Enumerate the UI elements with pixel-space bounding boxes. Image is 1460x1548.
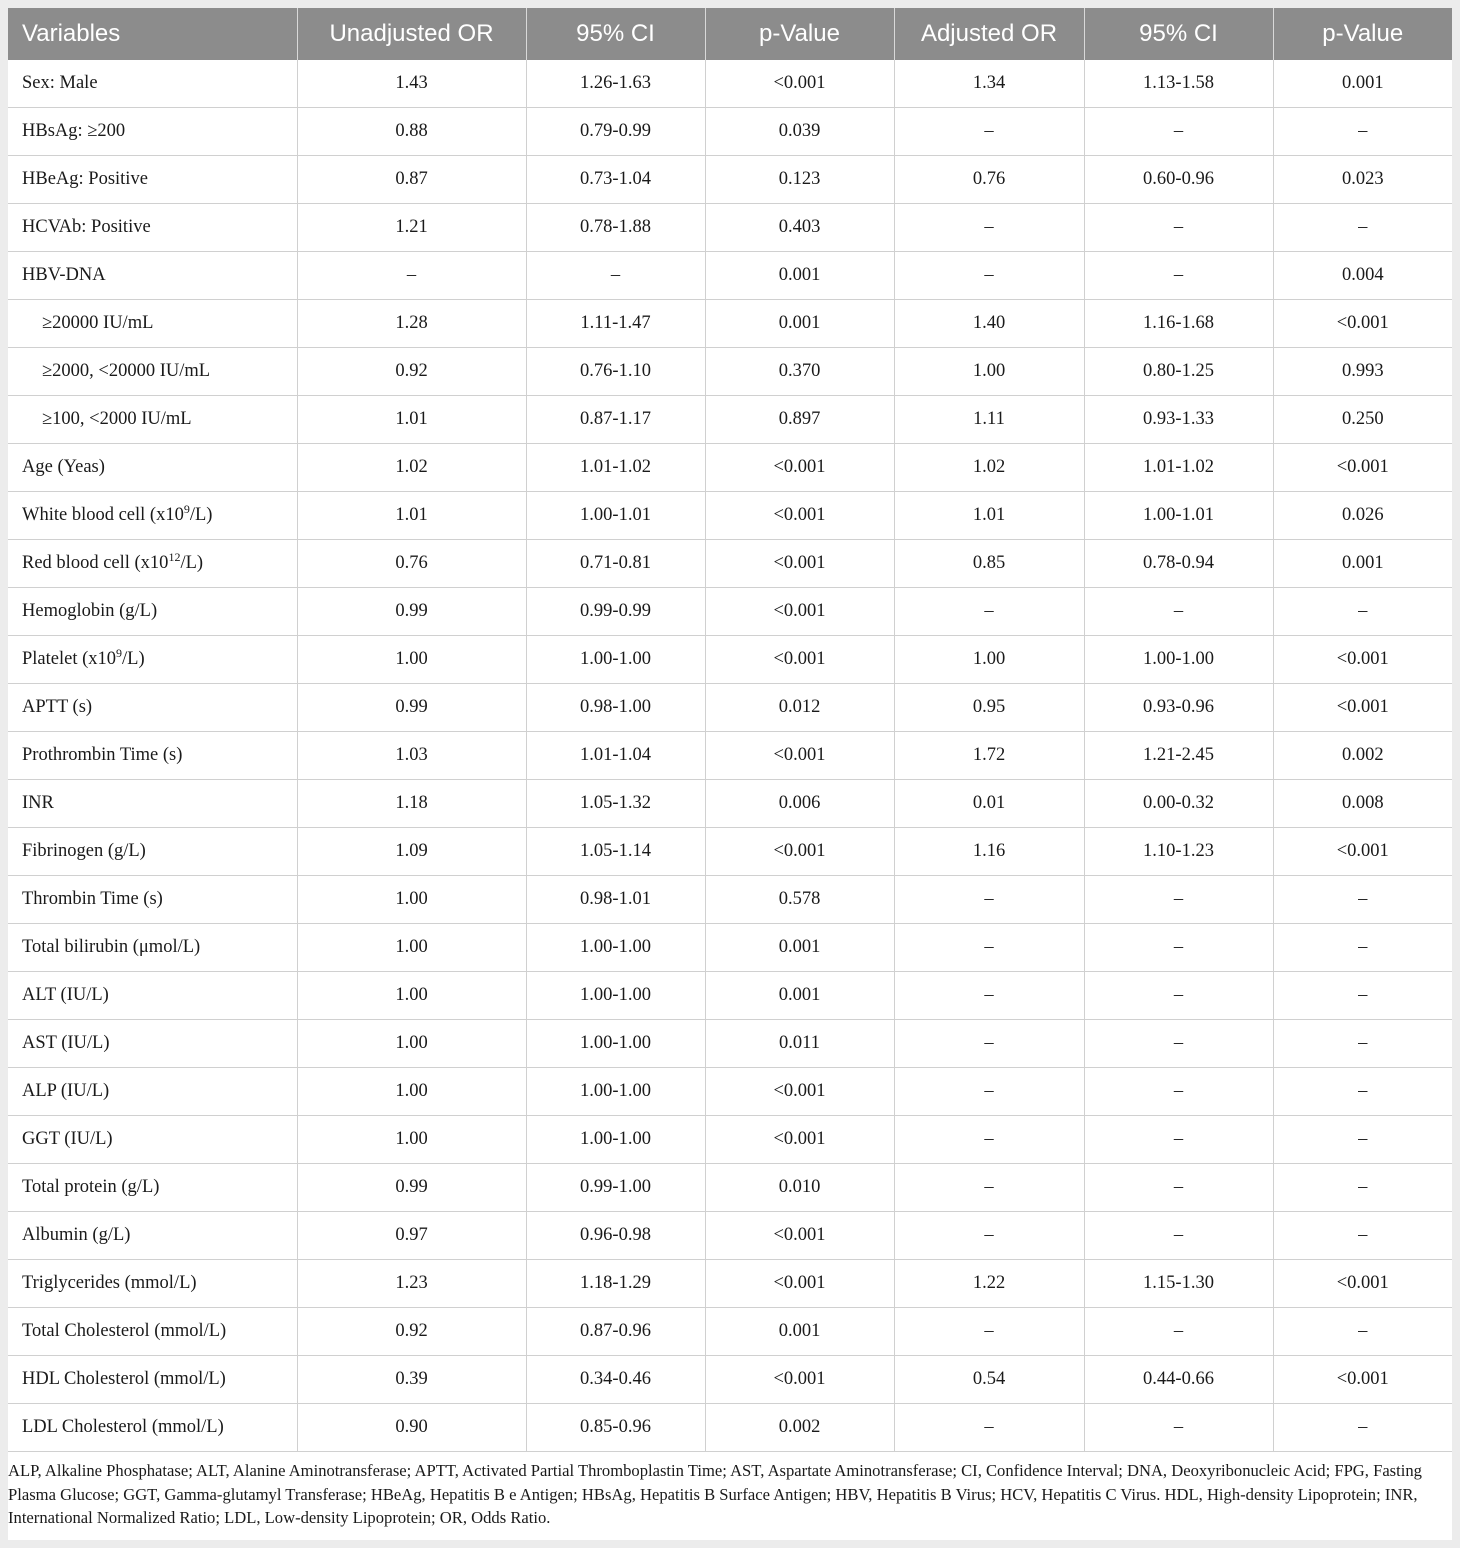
unadjusted-ci-cell: 0.76-1.10: [526, 348, 705, 396]
unadjusted-or-cell: 1.00: [297, 972, 526, 1020]
adjusted-p-cell: 0.008: [1273, 780, 1452, 828]
unadjusted-ci-cell: 0.98-1.00: [526, 684, 705, 732]
row-label-text: ≥100, <2000 IU/mL: [42, 409, 192, 429]
unadjusted-or-cell: 0.39: [297, 1356, 526, 1404]
table-row: [8, 156, 1452, 204]
table-row: [8, 1308, 1452, 1356]
table-row: [8, 348, 1452, 396]
unadjusted-or-cell: 1.00: [297, 636, 526, 684]
adjusted-p-cell: <0.001: [1273, 636, 1452, 684]
adjusted-p-cell: <0.001: [1273, 828, 1452, 876]
header-adjusted-p: p-Value: [1273, 8, 1452, 60]
row-label-text: ALP (IU/L): [22, 1081, 110, 1101]
row-label-text: HCVAb: Positive: [22, 217, 151, 237]
adjusted-or-cell: 1.72: [894, 732, 1084, 780]
row-label-unit: /L): [189, 505, 213, 525]
adjusted-ci-cell: –: [1084, 1020, 1273, 1068]
table-row: [8, 60, 1452, 108]
table-sheet: [8, 8, 1452, 1540]
row-label-text: GGT (IU/L): [22, 1129, 113, 1149]
adjusted-p-cell: 0.023: [1273, 156, 1452, 204]
unadjusted-ci-cell: 0.87-0.96: [526, 1308, 705, 1356]
adjusted-or-cell: 1.02: [894, 444, 1084, 492]
table-row: [8, 972, 1452, 1020]
table-row: [8, 684, 1452, 732]
adjusted-or-cell: 1.00: [894, 636, 1084, 684]
adjusted-or-cell: 0.54: [894, 1356, 1084, 1404]
unadjusted-or-cell: –: [297, 252, 526, 300]
adjusted-ci-cell: –: [1084, 1116, 1273, 1164]
adjusted-p-cell: –: [1273, 588, 1452, 636]
unadjusted-p-cell: 0.001: [705, 924, 894, 972]
row-label-text: Triglycerides (mmol/L): [22, 1273, 197, 1293]
adjusted-p-cell: –: [1273, 1116, 1452, 1164]
unadjusted-ci-cell: –: [526, 252, 705, 300]
row-label-text: ALT (IU/L): [22, 985, 109, 1005]
unadjusted-or-cell: 1.00: [297, 924, 526, 972]
row-label: [8, 924, 297, 972]
unadjusted-ci-cell: 1.00-1.00: [526, 1020, 705, 1068]
adjusted-p-cell: <0.001: [1273, 684, 1452, 732]
odds-ratio-table: [8, 8, 1452, 1452]
adjusted-p-cell: 0.250: [1273, 396, 1452, 444]
adjusted-ci-cell: –: [1084, 1212, 1273, 1260]
unadjusted-or-cell: 1.18: [297, 780, 526, 828]
table-row: [8, 1356, 1452, 1404]
adjusted-p-cell: 0.001: [1273, 60, 1452, 108]
unadjusted-or-cell: 0.99: [297, 588, 526, 636]
adjusted-ci-cell: 1.15-1.30: [1084, 1260, 1273, 1308]
header-unadjusted-ci: 95% CI: [526, 8, 705, 60]
adjusted-or-cell: –: [894, 1164, 1084, 1212]
adjusted-or-cell: –: [894, 252, 1084, 300]
unadjusted-p-cell: 0.001: [705, 300, 894, 348]
table-row: [8, 1020, 1452, 1068]
unadjusted-or-cell: 1.23: [297, 1260, 526, 1308]
adjusted-ci-cell: 1.21-2.45: [1084, 732, 1273, 780]
adjusted-p-cell: –: [1273, 1020, 1452, 1068]
unadjusted-ci-cell: 0.73-1.04: [526, 156, 705, 204]
unadjusted-p-cell: <0.001: [705, 1116, 894, 1164]
unadjusted-ci-cell: 1.18-1.29: [526, 1260, 705, 1308]
unadjusted-p-cell: <0.001: [705, 540, 894, 588]
row-label-text: INR: [22, 793, 54, 813]
adjusted-p-cell: –: [1273, 924, 1452, 972]
unadjusted-ci-cell: 0.78-1.88: [526, 204, 705, 252]
row-label: [8, 540, 297, 588]
unadjusted-or-cell: 0.97: [297, 1212, 526, 1260]
row-label-text: Total protein (g/L): [22, 1177, 160, 1197]
adjusted-or-cell: 1.16: [894, 828, 1084, 876]
unadjusted-p-cell: <0.001: [705, 1212, 894, 1260]
unadjusted-p-cell: 0.002: [705, 1404, 894, 1452]
unadjusted-or-cell: 1.00: [297, 1116, 526, 1164]
row-label: [8, 636, 297, 684]
adjusted-ci-cell: 0.78-0.94: [1084, 540, 1273, 588]
unadjusted-p-cell: 0.897: [705, 396, 894, 444]
row-label: [8, 348, 297, 396]
unadjusted-or-cell: 1.21: [297, 204, 526, 252]
row-label: [8, 108, 297, 156]
row-label-text: AST (IU/L): [22, 1033, 110, 1053]
adjusted-p-cell: –: [1273, 1068, 1452, 1116]
table-row: [8, 828, 1452, 876]
unadjusted-or-cell: 1.01: [297, 396, 526, 444]
row-label: [8, 60, 297, 108]
unadjusted-p-cell: <0.001: [705, 828, 894, 876]
unadjusted-or-cell: 0.87: [297, 156, 526, 204]
row-label-text: Total Cholesterol (mmol/L): [22, 1321, 227, 1341]
unadjusted-p-cell: 0.012: [705, 684, 894, 732]
unadjusted-p-cell: 0.370: [705, 348, 894, 396]
unadjusted-ci-cell: 0.99-1.00: [526, 1164, 705, 1212]
unadjusted-or-cell: 1.43: [297, 60, 526, 108]
row-label: [8, 1020, 297, 1068]
header-unadjusted-or: Unadjusted OR: [297, 8, 526, 60]
adjusted-p-cell: <0.001: [1273, 300, 1452, 348]
unadjusted-ci-cell: 1.00-1.01: [526, 492, 705, 540]
unadjusted-ci-cell: 1.00-1.00: [526, 972, 705, 1020]
unadjusted-ci-cell: 0.96-0.98: [526, 1212, 705, 1260]
row-label-text: Platelet (x10: [22, 649, 117, 669]
adjusted-p-cell: –: [1273, 1404, 1452, 1452]
unadjusted-or-cell: 0.92: [297, 348, 526, 396]
table-footnote: ALP, Alkaline Phosphatase; ALT, Alanine Aminotransferase; APTT, Activated Partial Thromboplastin Time; AST, Aspartate Aminotransferase; CI, Confidence Interval; DNA, Deoxyribonucleic Acid; FPG, Fasting Plasma Glucose; GGT, Gamma-glutamyl Transferase; HBeAg, Hepatitis B e Antigen; HBsAg, Hepatitis B Surface Antigen; HBV, Hepatitis B Virus; HCV, Hepatitis C Virus. HDL, High-density Lipoprotein; INR, International Normalized Ratio; LDL, Low-density Lipoprotein; OR, Odds Ratio.: [8, 1461, 1422, 1527]
unadjusted-or-cell: 0.90: [297, 1404, 526, 1452]
adjusted-ci-cell: –: [1084, 108, 1273, 156]
adjusted-or-cell: –: [894, 108, 1084, 156]
row-label-exponent: 9: [183, 501, 190, 516]
adjusted-or-cell: –: [894, 924, 1084, 972]
table-row: [8, 1164, 1452, 1212]
unadjusted-p-cell: 0.123: [705, 156, 894, 204]
row-label-text: Thrombin Time (s): [22, 889, 163, 909]
unadjusted-p-cell: 0.006: [705, 780, 894, 828]
unadjusted-or-cell: 0.99: [297, 684, 526, 732]
adjusted-or-cell: –: [894, 1068, 1084, 1116]
adjusted-p-cell: –: [1273, 1308, 1452, 1356]
unadjusted-p-cell: 0.010: [705, 1164, 894, 1212]
row-label: [8, 1212, 297, 1260]
table-row: [8, 636, 1452, 684]
table-row: [8, 1212, 1452, 1260]
header-unadjusted-p: p-Value: [705, 8, 894, 60]
row-label-unit: /L): [180, 553, 204, 573]
row-label-text: HDL Cholesterol (mmol/L): [22, 1369, 226, 1389]
row-label-text: ≥20000 IU/mL: [42, 313, 154, 333]
adjusted-ci-cell: 1.01-1.02: [1084, 444, 1273, 492]
adjusted-p-cell: –: [1273, 876, 1452, 924]
unadjusted-p-cell: <0.001: [705, 588, 894, 636]
row-label: [8, 492, 297, 540]
adjusted-or-cell: 0.76: [894, 156, 1084, 204]
table-row: [8, 924, 1452, 972]
adjusted-ci-cell: –: [1084, 1308, 1273, 1356]
table-row: [8, 780, 1452, 828]
unadjusted-ci-cell: 0.79-0.99: [526, 108, 705, 156]
unadjusted-or-cell: 1.09: [297, 828, 526, 876]
row-label-text: White blood cell (x10: [22, 505, 184, 525]
row-label: [8, 300, 297, 348]
unadjusted-ci-cell: 0.34-0.46: [526, 1356, 705, 1404]
unadjusted-or-cell: 0.92: [297, 1308, 526, 1356]
adjusted-ci-cell: –: [1084, 252, 1273, 300]
row-label-exponent: 12: [168, 549, 181, 564]
adjusted-ci-cell: 0.60-0.96: [1084, 156, 1273, 204]
adjusted-or-cell: 1.40: [894, 300, 1084, 348]
unadjusted-p-cell: 0.001: [705, 1308, 894, 1356]
unadjusted-or-cell: 1.00: [297, 1068, 526, 1116]
row-label: [8, 732, 297, 780]
adjusted-ci-cell: 1.00-1.01: [1084, 492, 1273, 540]
row-label: [8, 876, 297, 924]
unadjusted-or-cell: 0.76: [297, 540, 526, 588]
unadjusted-ci-cell: 1.05-1.32: [526, 780, 705, 828]
table-row: [8, 540, 1452, 588]
unadjusted-p-cell: 0.403: [705, 204, 894, 252]
adjusted-or-cell: –: [894, 1308, 1084, 1356]
adjusted-ci-cell: –: [1084, 1068, 1273, 1116]
row-label: [8, 780, 297, 828]
adjusted-ci-cell: –: [1084, 876, 1273, 924]
adjusted-p-cell: –: [1273, 1164, 1452, 1212]
unadjusted-p-cell: 0.011: [705, 1020, 894, 1068]
adjusted-ci-cell: 1.10-1.23: [1084, 828, 1273, 876]
unadjusted-ci-cell: 1.00-1.00: [526, 924, 705, 972]
header-variables: Variables: [8, 8, 297, 60]
table-body: [8, 60, 1452, 1452]
unadjusted-ci-cell: 0.71-0.81: [526, 540, 705, 588]
row-label-text: Total bilirubin (μmol/L): [22, 937, 201, 957]
header-row: [8, 8, 1452, 60]
row-label-text: Age (Yeas): [22, 457, 105, 477]
adjusted-or-cell: 0.95: [894, 684, 1084, 732]
adjusted-ci-cell: –: [1084, 1404, 1273, 1452]
adjusted-p-cell: –: [1273, 108, 1452, 156]
adjusted-ci-cell: 0.44-0.66: [1084, 1356, 1273, 1404]
adjusted-ci-cell: 1.13-1.58: [1084, 60, 1273, 108]
table-row: [8, 492, 1452, 540]
adjusted-ci-cell: 0.80-1.25: [1084, 348, 1273, 396]
row-label: [8, 204, 297, 252]
row-label-text: HBeAg: Positive: [22, 169, 148, 189]
adjusted-p-cell: 0.026: [1273, 492, 1452, 540]
unadjusted-ci-cell: 1.01-1.02: [526, 444, 705, 492]
unadjusted-p-cell: <0.001: [705, 1356, 894, 1404]
adjusted-or-cell: 0.01: [894, 780, 1084, 828]
adjusted-ci-cell: 1.00-1.00: [1084, 636, 1273, 684]
adjusted-or-cell: –: [894, 588, 1084, 636]
table-row: [8, 300, 1452, 348]
table-row: [8, 1404, 1452, 1452]
row-label-exponent: 9: [116, 645, 123, 660]
table-row: [8, 588, 1452, 636]
row-label: [8, 588, 297, 636]
table-row: [8, 732, 1452, 780]
table-row: [8, 876, 1452, 924]
adjusted-or-cell: –: [894, 1404, 1084, 1452]
adjusted-p-cell: <0.001: [1273, 444, 1452, 492]
unadjusted-p-cell: <0.001: [705, 444, 894, 492]
unadjusted-or-cell: 1.28: [297, 300, 526, 348]
header-adjusted-or: Adjusted OR: [894, 8, 1084, 60]
adjusted-or-cell: 1.22: [894, 1260, 1084, 1308]
adjusted-or-cell: 1.00: [894, 348, 1084, 396]
table-row: [8, 1116, 1452, 1164]
row-label: [8, 1068, 297, 1116]
row-label: [8, 396, 297, 444]
row-label: [8, 444, 297, 492]
unadjusted-p-cell: 0.001: [705, 972, 894, 1020]
unadjusted-p-cell: 0.578: [705, 876, 894, 924]
unadjusted-ci-cell: 1.01-1.04: [526, 732, 705, 780]
table-row: [8, 1260, 1452, 1308]
unadjusted-ci-cell: 1.05-1.14: [526, 828, 705, 876]
unadjusted-or-cell: 1.00: [297, 876, 526, 924]
unadjusted-p-cell: <0.001: [705, 1260, 894, 1308]
unadjusted-or-cell: 1.02: [297, 444, 526, 492]
adjusted-p-cell: <0.001: [1273, 1260, 1452, 1308]
row-label-text: HBsAg: ≥200: [22, 121, 126, 141]
unadjusted-p-cell: <0.001: [705, 60, 894, 108]
row-label: [8, 684, 297, 732]
row-label-text: Albumin (g/L): [22, 1225, 131, 1245]
table-row: [8, 444, 1452, 492]
unadjusted-ci-cell: 0.87-1.17: [526, 396, 705, 444]
adjusted-or-cell: –: [894, 1212, 1084, 1260]
unadjusted-or-cell: 1.00: [297, 1020, 526, 1068]
adjusted-ci-cell: 0.93-0.96: [1084, 684, 1273, 732]
row-label: [8, 1116, 297, 1164]
adjusted-ci-cell: 1.16-1.68: [1084, 300, 1273, 348]
adjusted-p-cell: <0.001: [1273, 1356, 1452, 1404]
unadjusted-p-cell: <0.001: [705, 636, 894, 684]
table-row: [8, 108, 1452, 156]
row-label: [8, 1164, 297, 1212]
unadjusted-ci-cell: 1.11-1.47: [526, 300, 705, 348]
adjusted-ci-cell: –: [1084, 588, 1273, 636]
row-label-text: LDL Cholesterol (mmol/L): [22, 1417, 224, 1437]
adjusted-or-cell: –: [894, 876, 1084, 924]
row-label-text: APTT (s): [22, 697, 93, 717]
row-label-text: Fibrinogen (g/L): [22, 841, 146, 861]
adjusted-or-cell: 1.11: [894, 396, 1084, 444]
adjusted-ci-cell: –: [1084, 972, 1273, 1020]
header-adjusted-ci: 95% CI: [1084, 8, 1273, 60]
table-row: [8, 204, 1452, 252]
row-label-text: HBV-DNA: [22, 265, 106, 285]
adjusted-p-cell: 0.993: [1273, 348, 1452, 396]
unadjusted-p-cell: <0.001: [705, 732, 894, 780]
unadjusted-or-cell: 0.88: [297, 108, 526, 156]
adjusted-ci-cell: –: [1084, 204, 1273, 252]
unadjusted-ci-cell: 1.00-1.00: [526, 636, 705, 684]
unadjusted-ci-cell: 1.00-1.00: [526, 1116, 705, 1164]
row-label-text: ≥2000, <20000 IU/mL: [42, 361, 211, 381]
adjusted-p-cell: –: [1273, 1212, 1452, 1260]
adjusted-or-cell: –: [894, 972, 1084, 1020]
unadjusted-ci-cell: 0.99-0.99: [526, 588, 705, 636]
unadjusted-p-cell: <0.001: [705, 1068, 894, 1116]
row-label: [8, 1308, 297, 1356]
unadjusted-or-cell: 0.99: [297, 1164, 526, 1212]
unadjusted-p-cell: <0.001: [705, 492, 894, 540]
table-row: [8, 1068, 1452, 1116]
adjusted-p-cell: –: [1273, 204, 1452, 252]
row-label-unit: /L): [122, 649, 145, 669]
table-row: [8, 252, 1452, 300]
row-label-text: Prothrombin Time (s): [22, 745, 183, 765]
adjusted-ci-cell: 0.93-1.33: [1084, 396, 1273, 444]
row-label: [8, 1404, 297, 1452]
adjusted-p-cell: –: [1273, 972, 1452, 1020]
table-header: [8, 8, 1452, 60]
adjusted-or-cell: 1.01: [894, 492, 1084, 540]
adjusted-ci-cell: –: [1084, 924, 1273, 972]
adjusted-ci-cell: –: [1084, 1164, 1273, 1212]
unadjusted-or-cell: 1.01: [297, 492, 526, 540]
row-label: [8, 252, 297, 300]
unadjusted-p-cell: 0.001: [705, 252, 894, 300]
adjusted-or-cell: –: [894, 1020, 1084, 1068]
unadjusted-ci-cell: 0.98-1.01: [526, 876, 705, 924]
row-label: [8, 828, 297, 876]
unadjusted-ci-cell: 1.00-1.00: [526, 1068, 705, 1116]
adjusted-or-cell: 1.34: [894, 60, 1084, 108]
adjusted-p-cell: 0.001: [1273, 540, 1452, 588]
row-label-text: Sex: Male: [22, 73, 98, 93]
unadjusted-or-cell: 1.03: [297, 732, 526, 780]
row-label: [8, 1260, 297, 1308]
unadjusted-ci-cell: 1.26-1.63: [526, 60, 705, 108]
row-label-text: Hemoglobin (g/L): [22, 601, 158, 621]
row-label: [8, 156, 297, 204]
row-label-text: Red blood cell (x10: [22, 553, 169, 573]
adjusted-or-cell: –: [894, 1116, 1084, 1164]
adjusted-p-cell: 0.002: [1273, 732, 1452, 780]
unadjusted-ci-cell: 0.85-0.96: [526, 1404, 705, 1452]
adjusted-p-cell: 0.004: [1273, 252, 1452, 300]
unadjusted-p-cell: 0.039: [705, 108, 894, 156]
row-label: [8, 972, 297, 1020]
adjusted-ci-cell: 0.00-0.32: [1084, 780, 1273, 828]
adjusted-or-cell: 0.85: [894, 540, 1084, 588]
row-label: [8, 1356, 297, 1404]
adjusted-or-cell: –: [894, 204, 1084, 252]
table-row: [8, 396, 1452, 444]
